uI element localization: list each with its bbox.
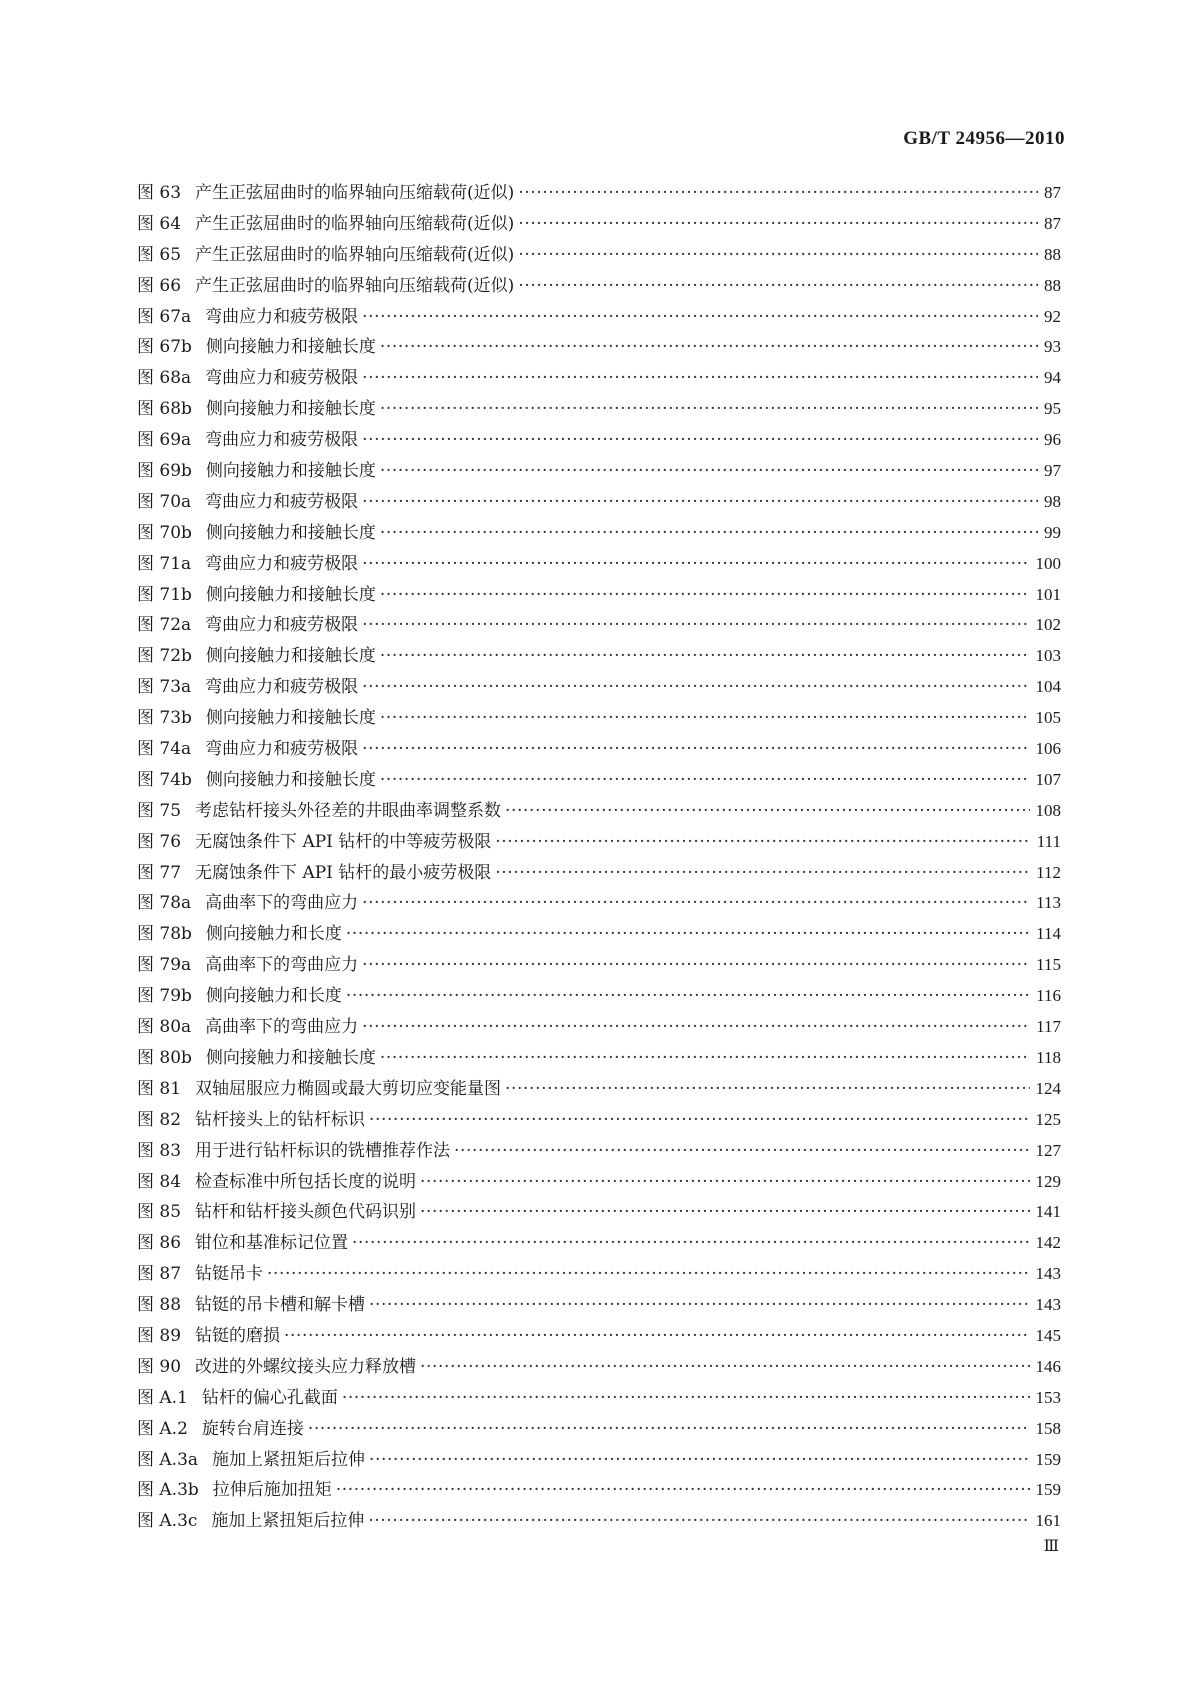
figure-number: 图 81: [137, 1078, 182, 1099]
figure-title: 改进的外螺纹接头应力释放槽: [195, 1356, 417, 1377]
page-reference: 141: [1035, 1202, 1061, 1222]
page-reference: 145: [1035, 1325, 1061, 1345]
toc-entry[interactable]: [137, 302, 1061, 333]
page-reference: 113: [1036, 893, 1061, 913]
toc-entry[interactable]: [137, 1321, 1061, 1352]
figure-number: 图 68a: [137, 368, 192, 389]
page-reference: 118: [1036, 1047, 1061, 1067]
figure-title: 侧向接触力和接触长度: [205, 522, 376, 543]
figure-title: 拉伸后施加扭矩: [212, 1480, 332, 1501]
figure-number: 图 67b: [137, 337, 192, 358]
figure-title: 钻铤的磨损: [195, 1325, 281, 1346]
page-reference: 93: [1044, 337, 1061, 357]
dot-leader: [518, 245, 1038, 265]
toc-entry[interactable]: [137, 1259, 1061, 1290]
dot-leader: [346, 986, 1030, 1006]
page-reference: 102: [1035, 615, 1061, 635]
figure-title: 侧向接触力和接触长度: [205, 337, 376, 358]
dot-leader: [362, 554, 1029, 574]
dot-leader: [380, 770, 1030, 790]
page-reference: 143: [1035, 1264, 1061, 1284]
figure-title: 施加上紧扭矩后拉伸: [211, 1511, 365, 1532]
figure-title: 钻铤吊卡: [195, 1264, 264, 1285]
page-reference: 112: [1036, 862, 1061, 882]
figure-title: 侧向接触力和接触长度: [205, 708, 376, 729]
toc-entry[interactable]: [137, 827, 1061, 858]
figure-number: 图 63: [137, 183, 182, 203]
page-reference: 114: [1036, 924, 1061, 944]
page-reference: 146: [1035, 1356, 1061, 1376]
figure-title: 侧向接触力和接触长度: [205, 584, 376, 605]
figure-number: 图 83: [137, 1140, 182, 1161]
toc-entry[interactable]: [137, 734, 1061, 765]
page-reference: 124: [1035, 1078, 1061, 1098]
figure-number: 图 76: [137, 831, 182, 852]
figure-title: 施加上紧扭矩后拉伸: [212, 1449, 366, 1470]
dot-leader: [369, 1110, 1029, 1130]
page-reference: 125: [1035, 1109, 1061, 1129]
page-reference: 159: [1035, 1449, 1061, 1469]
page-reference: 159: [1035, 1480, 1061, 1500]
figure-title: 产生正弦屈曲时的临界轴向压缩载荷(近似): [195, 275, 515, 296]
toc-entry[interactable]: [137, 641, 1061, 672]
figure-title: 侧向接触力和接触长度: [205, 461, 376, 482]
dot-leader: [368, 1511, 1029, 1531]
toc-entry[interactable]: [137, 950, 1061, 981]
toc-entry[interactable]: [137, 765, 1061, 796]
page-reference: 142: [1035, 1233, 1061, 1253]
dot-leader: [362, 677, 1029, 697]
toc-entry[interactable]: [137, 1043, 1061, 1074]
page-reference: 97: [1044, 461, 1061, 481]
toc-entry[interactable]: [137, 332, 1061, 363]
toc-entry[interactable]: [137, 1105, 1061, 1136]
dot-leader: [380, 646, 1030, 666]
toc-entry[interactable]: [137, 1352, 1061, 1383]
figure-number: 图 86: [137, 1233, 182, 1254]
page-reference: 161: [1035, 1511, 1061, 1531]
figure-title: 无腐蚀条件下 API 钻杆的中等疲劳极限: [195, 831, 492, 852]
figure-title: 侧向接触力和接触长度: [205, 769, 376, 790]
figure-number: 图 68b: [137, 399, 192, 420]
figure-title: 钻杆接头上的钻杆标识: [195, 1109, 366, 1130]
dot-leader: [284, 1326, 1029, 1346]
figure-number: 图 72b: [137, 646, 192, 667]
figure-number: 图 84: [137, 1171, 182, 1192]
figure-number: 图 73b: [137, 708, 192, 729]
figure-number: 图 78a: [137, 893, 192, 914]
figure-number: 图 77: [137, 862, 182, 883]
figure-number: 图 75: [137, 800, 182, 821]
figure-title: 侧向接触力和长度: [205, 924, 342, 945]
dot-leader: [380, 708, 1030, 728]
dot-leader: [380, 1048, 1030, 1068]
dot-leader: [362, 492, 1038, 512]
toc-entry[interactable]: [137, 610, 1061, 641]
figure-title: 检查标准中所包括长度的说明: [195, 1171, 417, 1192]
figure-number: 图 A.1: [137, 1387, 188, 1408]
dot-leader: [420, 1172, 1029, 1192]
figure-title: 弯曲应力和疲劳极限: [205, 677, 359, 698]
figure-number: 图 82: [137, 1109, 182, 1130]
figure-number: 图 73a: [137, 677, 192, 698]
toc-entry[interactable]: [137, 1506, 1061, 1537]
figure-title: 考虑钻杆接头外径差的井眼曲率调整系数: [195, 800, 502, 821]
dot-leader: [362, 430, 1038, 450]
figure-title: 弯曲应力和疲劳极限: [205, 553, 359, 574]
toc-entry[interactable]: [137, 919, 1061, 950]
page-reference: 107: [1035, 769, 1061, 789]
toc-entry[interactable]: [137, 487, 1061, 518]
dot-leader: [505, 801, 1029, 821]
toc-entry[interactable]: [137, 549, 1061, 580]
figure-number: 图 65: [137, 244, 182, 265]
page-reference: 158: [1035, 1418, 1061, 1438]
page-reference: 101: [1035, 584, 1061, 604]
page-reference: 129: [1035, 1171, 1061, 1191]
figure-number: 图 69a: [137, 430, 192, 451]
toc-entry[interactable]: [137, 1074, 1061, 1105]
page-reference: 96: [1044, 430, 1061, 450]
figure-number: 图 79b: [137, 986, 192, 1007]
dot-leader: [369, 1450, 1029, 1470]
page-number: Ⅲ: [1043, 1538, 1059, 1555]
dot-leader: [308, 1419, 1030, 1439]
toc-entry[interactable]: [137, 394, 1061, 425]
figure-number: 图 71b: [137, 584, 192, 605]
toc-entry[interactable]: [137, 1012, 1061, 1043]
dot-leader: [380, 523, 1038, 543]
page-reference: 115: [1036, 955, 1061, 975]
dot-leader: [362, 1017, 1030, 1037]
page-reference: 98: [1044, 491, 1061, 511]
figure-number: 图 64: [137, 213, 182, 234]
dot-leader: [518, 183, 1038, 203]
page-reference: 92: [1044, 306, 1061, 326]
dot-leader: [352, 1233, 1029, 1253]
figure-number: 图 89: [137, 1325, 182, 1346]
toc-entry[interactable]: [137, 518, 1061, 549]
dot-leader: [380, 399, 1038, 419]
page-reference: 106: [1035, 739, 1061, 759]
toc-entry[interactable]: [137, 580, 1061, 611]
dot-leader: [420, 1357, 1029, 1377]
toc-entry[interactable]: [137, 1445, 1061, 1476]
dot-leader: [346, 924, 1030, 944]
figure-number: 图 A.2: [137, 1418, 188, 1439]
toc-entry[interactable]: [137, 271, 1061, 302]
toc-entry[interactable]: [137, 240, 1061, 271]
figure-number: 图 78b: [137, 924, 192, 945]
figure-number: 图 74a: [137, 739, 192, 760]
dot-leader: [362, 307, 1038, 327]
figure-list: [137, 178, 1061, 1537]
figure-number: 图 74b: [137, 769, 192, 790]
page-reference: 127: [1035, 1140, 1061, 1160]
figure-title: 弯曲应力和疲劳极限: [205, 368, 359, 389]
figure-number: 图 90: [137, 1356, 182, 1377]
figure-title: 弯曲应力和疲劳极限: [205, 491, 359, 512]
figure-number: 图 72a: [137, 615, 192, 636]
toc-entry[interactable]: [137, 1414, 1061, 1445]
page-reference: 153: [1035, 1387, 1061, 1407]
figure-title: 侧向接触力和接触长度: [205, 646, 376, 667]
figure-number: 图 70b: [137, 522, 192, 543]
page-reference: 95: [1044, 399, 1061, 419]
dot-leader: [518, 214, 1038, 234]
figure-number: 图 69b: [137, 461, 192, 482]
dot-leader: [267, 1264, 1029, 1284]
dot-leader: [380, 337, 1038, 357]
figure-title: 高曲率下的弯曲应力: [205, 893, 359, 914]
page-reference: 111: [1036, 831, 1061, 851]
dot-leader: [362, 368, 1038, 388]
dot-leader: [362, 739, 1029, 759]
figure-title: 产生正弦屈曲时的临界轴向压缩载荷(近似): [195, 244, 515, 265]
figure-number: 图 87: [137, 1264, 182, 1285]
figure-title: 高曲率下的弯曲应力: [205, 955, 359, 976]
dot-leader: [362, 893, 1030, 913]
figure-title: 弯曲应力和疲劳极限: [205, 430, 359, 451]
toc-entry[interactable]: [137, 1228, 1061, 1259]
page-reference: 105: [1035, 708, 1061, 728]
figure-title: 弯曲应力和疲劳极限: [205, 306, 359, 327]
figure-title: 钻杆的偏心孔截面: [201, 1387, 338, 1408]
toc-entry[interactable]: [137, 1197, 1061, 1228]
figure-title: 弯曲应力和疲劳极限: [205, 615, 359, 636]
figure-title: 钳位和基准标记位置: [195, 1233, 349, 1254]
dot-leader: [495, 863, 1030, 883]
toc-entry[interactable]: [137, 363, 1061, 394]
toc-entry[interactable]: [137, 858, 1061, 889]
figure-number: 图 A.3c: [137, 1511, 198, 1532]
dot-leader: [518, 276, 1038, 296]
standard-code: GB/T 24956—2010: [903, 128, 1065, 149]
figure-title: 无腐蚀条件下 API 钻杆的最小疲劳极限: [195, 862, 492, 883]
figure-number: 图 80b: [137, 1047, 192, 1068]
toc-entry[interactable]: [137, 209, 1061, 240]
page-reference: 94: [1044, 368, 1061, 388]
figure-number: 图 66: [137, 275, 182, 296]
page-reference: 103: [1035, 646, 1061, 666]
page-reference: 117: [1036, 1017, 1061, 1037]
toc-entry[interactable]: [137, 672, 1061, 703]
figure-title: 产生正弦屈曲时的临界轴向压缩载荷(近似): [195, 183, 515, 203]
figure-title: 钻铤的吊卡槽和解卡槽: [195, 1295, 366, 1316]
figure-title: 旋转台肩连接: [201, 1418, 304, 1439]
figure-number: 图 85: [137, 1202, 182, 1223]
page-reference: 88: [1044, 275, 1061, 295]
toc-entry[interactable]: [137, 425, 1061, 456]
figure-number: 图 A.3b: [137, 1480, 199, 1501]
dot-leader: [505, 1079, 1029, 1099]
figure-title: 弯曲应力和疲劳极限: [205, 739, 359, 760]
toc-entry[interactable]: [137, 1136, 1061, 1167]
figure-title: 产生正弦屈曲时的临界轴向压缩载荷(近似): [195, 213, 515, 234]
page-reference: 87: [1044, 213, 1061, 233]
dot-leader: [362, 955, 1030, 975]
figure-number: 图 A.3a: [137, 1449, 199, 1470]
page-reference: 88: [1044, 244, 1061, 264]
page-reference: 99: [1044, 522, 1061, 542]
page-reference: 108: [1035, 800, 1061, 820]
toc-entry[interactable]: [137, 1475, 1061, 1506]
dot-leader: [369, 1295, 1029, 1315]
toc-entry[interactable]: [137, 796, 1061, 827]
figure-title: 用于进行钻杆标识的铣槽推荐作法: [195, 1140, 451, 1161]
dot-leader: [380, 461, 1038, 481]
page-reference: 104: [1035, 677, 1061, 697]
figure-number: 图 71a: [137, 553, 192, 574]
toc-entry[interactable]: [137, 888, 1061, 919]
figure-number: 图 79a: [137, 955, 192, 976]
dot-leader: [362, 615, 1029, 635]
page-reference: 100: [1035, 553, 1061, 573]
figure-number: 图 70a: [137, 491, 192, 512]
toc-entry[interactable]: [137, 703, 1061, 734]
figure-title: 侧向接触力和接触长度: [205, 1047, 376, 1068]
toc-entry[interactable]: [137, 1167, 1061, 1198]
page-reference: 143: [1035, 1295, 1061, 1315]
figure-number: 图 88: [137, 1295, 182, 1316]
dot-leader: [454, 1141, 1029, 1161]
figure-number: 图 80a: [137, 1017, 192, 1038]
page-reference: 116: [1036, 986, 1061, 1006]
figure-title: 双轴屈服应力椭圆或最大剪切应变能量图: [195, 1078, 502, 1099]
figure-number: 图 67a: [137, 306, 192, 327]
toc-entry[interactable]: [137, 178, 1061, 209]
toc-entry[interactable]: [137, 1383, 1061, 1414]
figure-title: 高曲率下的弯曲应力: [205, 1017, 359, 1038]
dot-leader: [342, 1388, 1030, 1408]
figure-title: 侧向接触力和接触长度: [205, 399, 376, 420]
toc-entry[interactable]: [137, 1290, 1061, 1321]
dot-leader: [380, 585, 1030, 605]
page-reference: 87: [1044, 183, 1061, 202]
toc-entry[interactable]: [137, 456, 1061, 487]
dot-leader: [336, 1480, 1030, 1500]
figure-title: 钻杆和钻杆接头颜色代码识别: [195, 1202, 417, 1223]
figure-title: 侧向接触力和长度: [205, 986, 342, 1007]
dot-leader: [420, 1202, 1029, 1222]
toc-entry[interactable]: [137, 981, 1061, 1012]
dot-leader: [495, 832, 1030, 852]
